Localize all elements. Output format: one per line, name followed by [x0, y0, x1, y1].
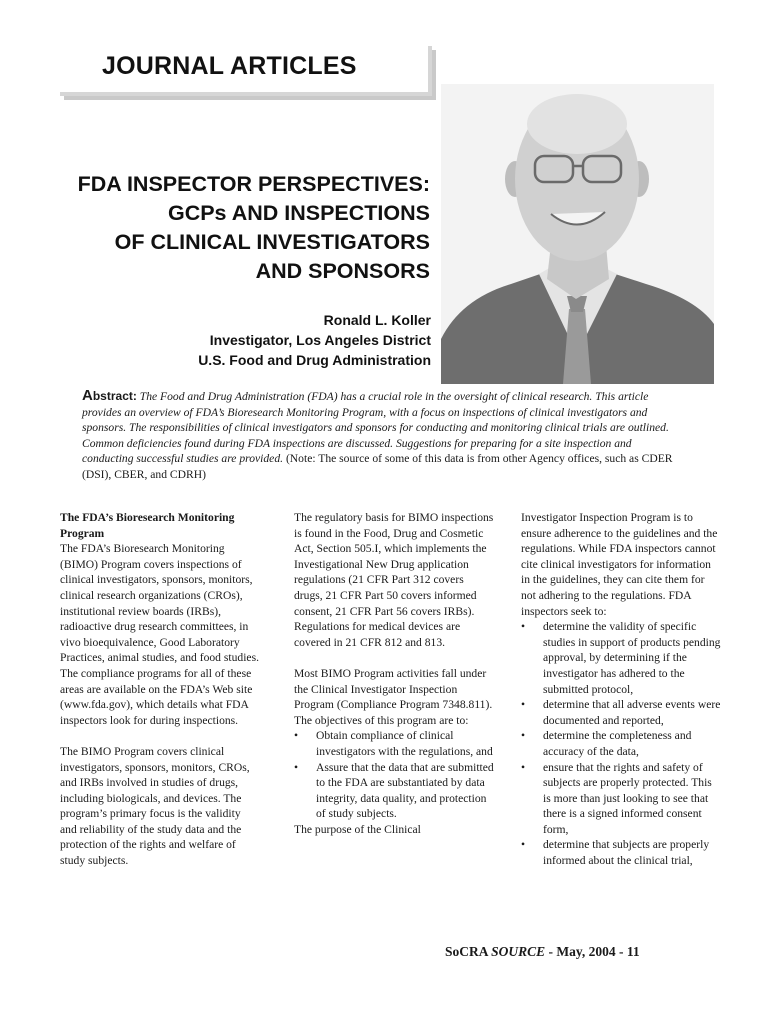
- title-line: FDA INSPECTOR PERSPECTIVES:: [77, 172, 430, 196]
- author-block: [130, 310, 431, 370]
- list-item: • determine the completeness and accuracy of the data,: [521, 729, 692, 758]
- title-line: OF CLINICAL INVESTIGATORS: [114, 230, 430, 254]
- list-item: • determine that all adverse events were documented and reported,: [521, 698, 721, 727]
- author-photo: [441, 84, 714, 384]
- inspector-goals-list: [521, 619, 721, 869]
- section-heading: The FDA’s Bioresearch Monitoring Program: [60, 511, 235, 540]
- column-3: [521, 510, 721, 869]
- footer-issue: - May, 2004 - 11: [545, 944, 640, 959]
- column-1: [60, 510, 260, 869]
- title-line: GCPs AND INSPECTIONS: [167, 201, 430, 225]
- list-item: • Assure that the data that are submitted to the FDA are substantiated by data integrity, data quality, and protection of study subjects.: [294, 760, 494, 821]
- abstract-text: The Food and Drug Administration (FDA) has a crucial role in the oversight of clinical research. This article provides an overview of FDA’s Bioresearch Monitoring Program, with a focus on inspections of clinical investigators and sponsors. The responsibilities of clinical investigators and sponsors for conducting and monitoring clinical trials are outlined. Common deficiencies found during FDA inspections are discussed. Suggestions for preparing for a site inspection and conducting successful studies are provided.: [82, 390, 669, 466]
- author-portrait-image: [441, 84, 714, 384]
- title-line: AND SPONSORS: [255, 259, 430, 283]
- page-footer: [445, 944, 675, 960]
- abstract-note: (Note: The source of some of this data is from other Agency offices, such as CDER (DSI), CBER, and CDRH): [82, 452, 673, 481]
- paragraph: The regulatory basis for BIMO inspections is found in the Food, Drug and Cosmetic Act, Section 505.I, which implements the Investigational New Drug application regulations (21 CFR Part 312 covers drugs, 21 CFR Part 50 covers informed consent, 21 CFR Part 56 covers IRBs). Regulations for medical devices are covered in 21 CFR 812 and 813.: [294, 511, 494, 649]
- section-banner: [60, 46, 432, 96]
- paragraph: Most BIMO Program activities fall under the Clinical Investigator Inspection Program (Compliance Program 7348.811). The objectives of this program are to:: [294, 666, 493, 727]
- list-item: • determine the validity of specific studies in support of products pending approval, by determining if the investigator has adhered to the submitted protocol,: [521, 620, 721, 696]
- paragraph: The FDA’s Bioresearch Monitoring (BIMO) Program covers inspections of clinical investigators, sponsors, monitors, clinical research organizations (CROs), institutional review boards (IRBs), radioactive drug research committees, in vivo bioequivalence, Good Laboratory Practices, animal studies, and food studies. The compliance programs for all of these areas are available on the FDA’s Web site (www.fda.gov), which details what FDA inspectors look for during inspections.: [60, 542, 259, 727]
- list-item: • determine that subjects are properly informed about the clinical trial,: [521, 838, 710, 868]
- footer-journal: SOURCE: [491, 944, 546, 959]
- author-name: Ronald L. Koller: [323, 312, 431, 328]
- author-role: Investigator, Los Angeles District: [209, 332, 431, 348]
- article-title: [30, 170, 430, 286]
- paragraph: The purpose of the Clinical: [294, 822, 421, 836]
- section-title: JOURNAL ARTICLES: [102, 52, 357, 80]
- abstract-label: Abstract:: [82, 387, 137, 404]
- footer-org: SoCRA: [445, 944, 492, 959]
- objectives-list: [294, 728, 494, 822]
- list-item: • Obtain compliance of clinical investigators with the regulations, and: [294, 729, 493, 758]
- column-2: [294, 510, 494, 837]
- paragraph: Investigator Inspection Program is to ensure adherence to the guidelines and the regulations. While FDA inspectors cannot cite clinical investigators for information in the guidelines, they can cite them for not adhering to the regulations. FDA inspectors seek to:: [521, 511, 718, 618]
- paragraph: The BIMO Program covers clinical investigators, sponsors, monitors, CROs, and IRBs involved in studies of drugs, including biologicals, and devices. The program’s primary focus is the validity and reliability of the study data and the protection of the rights and welfare of study subjects.: [60, 744, 250, 868]
- list-item: • ensure that the rights and safety of subjects are properly protected. This is more than just looking to see that there is a signed informed consent form,: [521, 760, 712, 836]
- abstract: [82, 388, 682, 483]
- author-org: U.S. Food and Drug Administration: [198, 352, 431, 368]
